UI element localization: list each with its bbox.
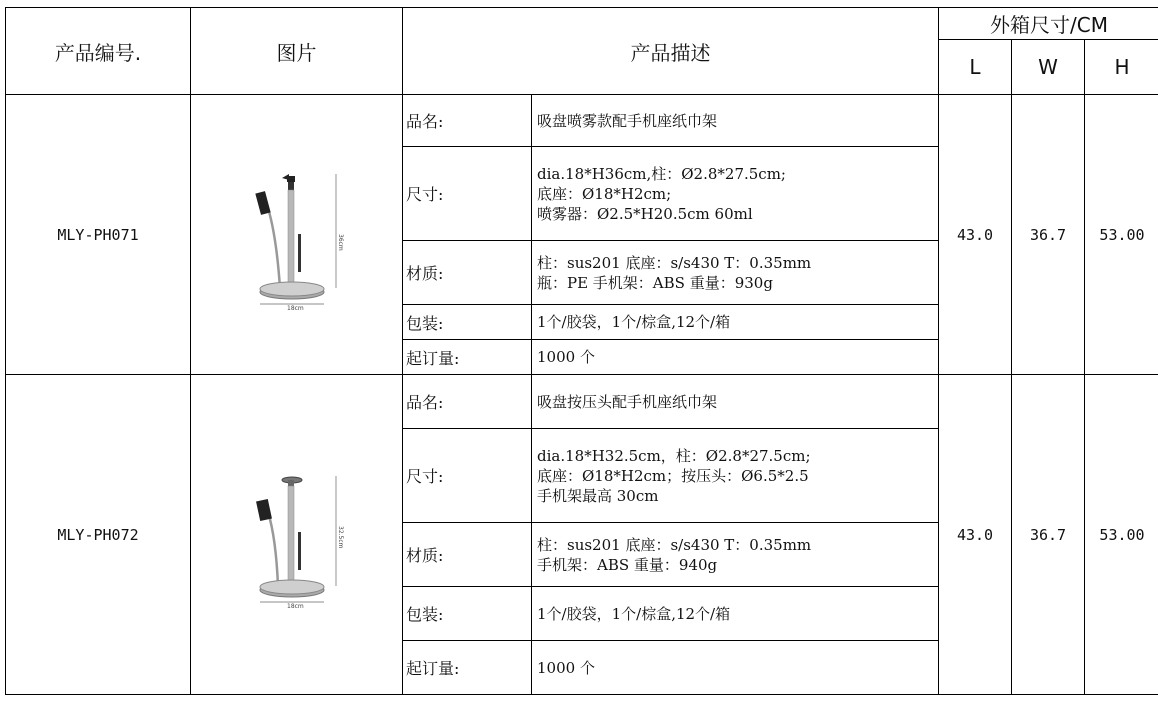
header-box-size: 外箱尺寸/CM: [939, 8, 1158, 40]
product-image: [191, 95, 403, 375]
row-value-size: [532, 147, 939, 241]
base-dimension-label: 18cm: [286, 304, 304, 310]
row-value-material: [532, 523, 939, 587]
row-label-material: 材质:: [403, 241, 532, 305]
header-height: H: [1085, 40, 1158, 95]
value-line: 手机架：ABS 重量：940g: [537, 555, 718, 574]
value-line: dia.18*H36cm,柱：Ø2.8*27.5cm;: [537, 164, 786, 183]
row-label-packing: 包装:: [403, 587, 532, 641]
value-line: 瓶：PE 手机架：ABS 重量：930g: [537, 273, 773, 292]
box-length: 43.0: [939, 375, 1012, 695]
value-line: 底座：Ø18*H2cm；按压头：Ø6.5*2.5: [537, 466, 809, 485]
product-image: [191, 375, 403, 695]
row-label-packing: 包装:: [403, 305, 532, 340]
row-value-material: [532, 241, 939, 305]
value-line: 喷雾器：Ø2.5*H20.5cm 60ml: [537, 204, 753, 223]
row-value-name: [532, 375, 939, 429]
row-label-size: 尺寸:: [403, 147, 532, 241]
product-spec-table: [5, 7, 1158, 695]
header-code: 产品编号.: [6, 8, 191, 95]
row-value-moq: [532, 340, 939, 375]
box-height: 53.00: [1085, 375, 1158, 695]
value-line: 底座：Ø18*H2cm;: [537, 184, 672, 203]
value-line: 吸盘按压头配手机座纸巾架: [537, 392, 718, 411]
value-line: 1000 个: [537, 348, 595, 366]
row-label-name: 品名:: [403, 95, 532, 147]
row-label-moq: 起订量:: [403, 340, 532, 375]
paper-towel-holder-spray-icon: [242, 160, 352, 310]
box-width: 36.7: [1012, 375, 1085, 695]
value-line: 1个/胶袋，1个/棕盒,12个/箱: [537, 604, 731, 623]
row-label-moq: 起订量:: [403, 641, 532, 695]
height-dimension-label: 32.5cm: [336, 525, 344, 549]
row-value-packing: [532, 305, 939, 340]
row-value-name: [532, 95, 939, 147]
product-code: MLY-PH072: [6, 375, 191, 695]
row-value-moq: [532, 641, 939, 695]
row-label-name: 品名:: [403, 375, 532, 429]
header-image: 图片: [191, 8, 403, 95]
value-line: 1个/胶袋，1个/棕盒,12个/箱: [537, 313, 731, 331]
value-line: dia.18*H32.5cm，柱：Ø2.8*27.5cm;: [537, 446, 811, 465]
row-label-size: 尺寸:: [403, 429, 532, 523]
header-length: L: [939, 40, 1012, 95]
row-value-size: [532, 429, 939, 523]
row-label-material: 材质:: [403, 523, 532, 587]
height-dimension-label: 36cm: [336, 233, 344, 251]
value-line: 柱：sus201 底座：s/s430 T：0.35mm: [537, 253, 812, 272]
header-description: 产品描述: [403, 8, 939, 95]
value-line: 柱：sus201 底座：s/s430 T：0.35mm: [537, 535, 812, 554]
header-width: W: [1012, 40, 1085, 95]
row-value-packing: [532, 587, 939, 641]
value-line: 1000 个: [537, 658, 595, 677]
base-dimension-label: 18cm: [286, 602, 304, 610]
product-code: MLY-PH071: [6, 95, 191, 375]
value-line: 吸盘喷雾款配手机座纸巾架: [537, 111, 718, 130]
paper-towel-holder-press-icon: [242, 460, 352, 610]
box-height: 53.00: [1085, 95, 1158, 375]
box-width: 36.7: [1012, 95, 1085, 375]
value-line: 手机架最高 30cm: [537, 486, 659, 505]
box-length: 43.0: [939, 95, 1012, 375]
